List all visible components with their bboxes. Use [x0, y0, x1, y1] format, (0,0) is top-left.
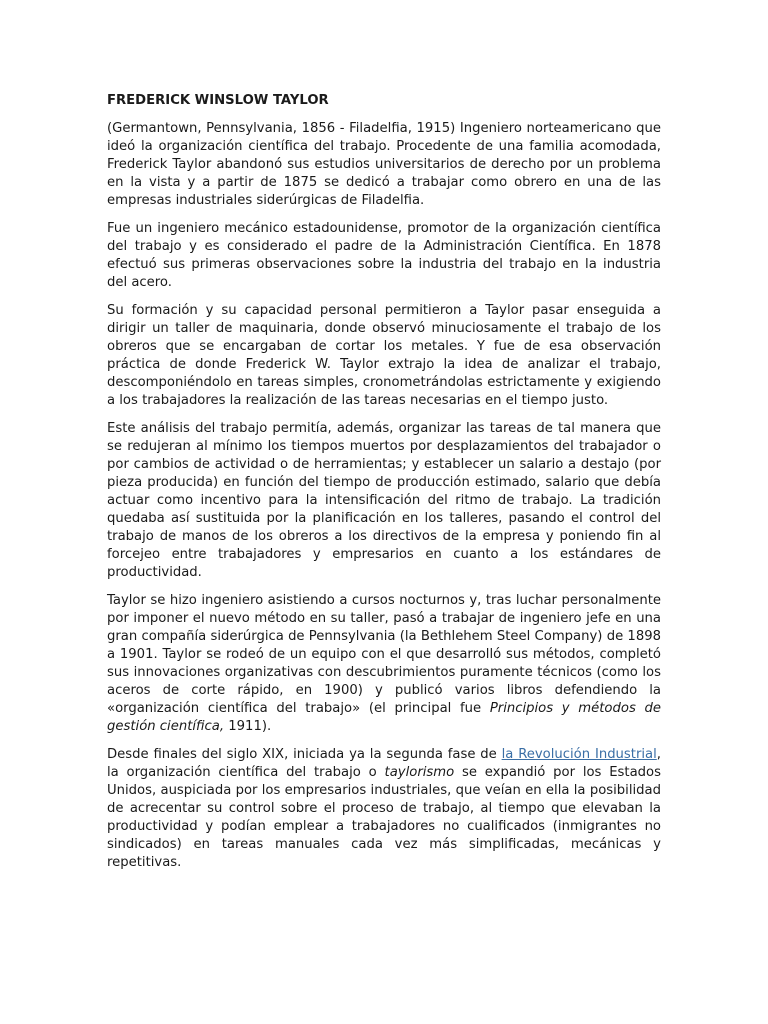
- paragraph-career-end: 1911).: [224, 719, 272, 734]
- book-title: Principios y métodos de gestión científica,: [107, 701, 661, 734]
- paragraph-taylorism-end: se expandió por los Estados Unidos, auspiciada por los empresarios industriales, que veían en ella la posibilidad de acrecentar su control sobre el proceso de trabajo, al tiempo que elevaban la productividad y podían emplear a trabajadores no cualificados (inmigrantes no sindicados) en tareas manuales cada vez más simplificadas, mecánicas y repetitivas.: [107, 765, 661, 870]
- revolucion-industrial-link[interactable]: la Revolución Industrial: [501, 747, 657, 762]
- paragraph-biography: (Germantown, Pennsylvania, 1856 - Filadelfia, 1915) Ingeniero norteamericano que ideó la organización científica del trabajo. Procedente de una familia acomodada, Frederick Taylor abandonó sus estudios universitarios de derecho por un problema en la vista y a partir de 1875 se dedicó a trabajar como obrero en una de las empresas industriales siderúrgicas de Filadelfia.: [107, 121, 661, 208]
- paragraph-taylorism-mid: , la organización científica del trabajo o: [107, 747, 661, 780]
- paragraph-career: [107, 592, 661, 736]
- document-page: [107, 92, 661, 882]
- paragraph-analysis: Este análisis del trabajo permitía, además, organizar las tareas de tal manera que se redujeran al mínimo los tiempos muertos por desplazamientos del trabajador o por cambios de actividad o de herramientas; y establecer un salario a destajo (por pieza producida) en función del tiempo de producción estimado, salario que debía actuar como incentivo para la intensificación del ritmo de trabajo. La tradición quedaba así sustituida por la planificación en los talleres, pasando el control del trabajo de manos de los obreros a los directivos de la empresa y poniendo fin al forcejeo entre trabajadores y empresarios en cuanto a los estándares de productividad.: [107, 421, 661, 580]
- taylorismo-term: taylorismo: [384, 765, 455, 780]
- paragraph-taylorism-start: Desde finales del siglo XIX, iniciada ya la segunda fase de: [107, 747, 502, 762]
- paragraph-engineer: Fue un ingeniero mecánico estadounidense, promotor de la organización científica del trabajo y es considerado el padre de la Administración Científica. En 1878 efectuó sus primeras observaciones sobre la industria del trabajo en la industria del acero.: [107, 221, 661, 290]
- paragraph-taylorism: [107, 746, 661, 872]
- paragraph-formation: Su formación y su capacidad personal permitieron a Taylor pasar enseguida a dirigir un taller de maquinaria, donde observó minuciosamente el trabajo de los obreros que se encargaban de cortar los metales. Y fue de esa observación práctica de donde Frederick W. Taylor extrajo la idea de analizar el trabajo, descomponiéndolo en tareas simples, cronometrándolas estrictamente y exigiendo a los trabajadores la realización de las tareas necesarias en el tiempo justo.: [107, 303, 661, 408]
- document-title: FREDERICK WINSLOW TAYLOR: [107, 93, 329, 108]
- paragraph-career-text: Taylor se hizo ingeniero asistiendo a cursos nocturnos y, tras luchar personalmente por imponer el nuevo método en su taller, pasó a trabajar de ingeniero jefe en una gran compañía siderúrgica de Pennsylvania (la Bethlehem Steel Company) de 1898 a 1901. Taylor se rodeó de un equipo con el que desarrolló sus métodos, completó sus innovaciones organizativas con descubrimientos puramente técnicos (como los aceros de corte rápido, en 1900) y publicó varios libros defendiendo la «organización científica del trabajo» (el principal fue: [107, 593, 661, 716]
